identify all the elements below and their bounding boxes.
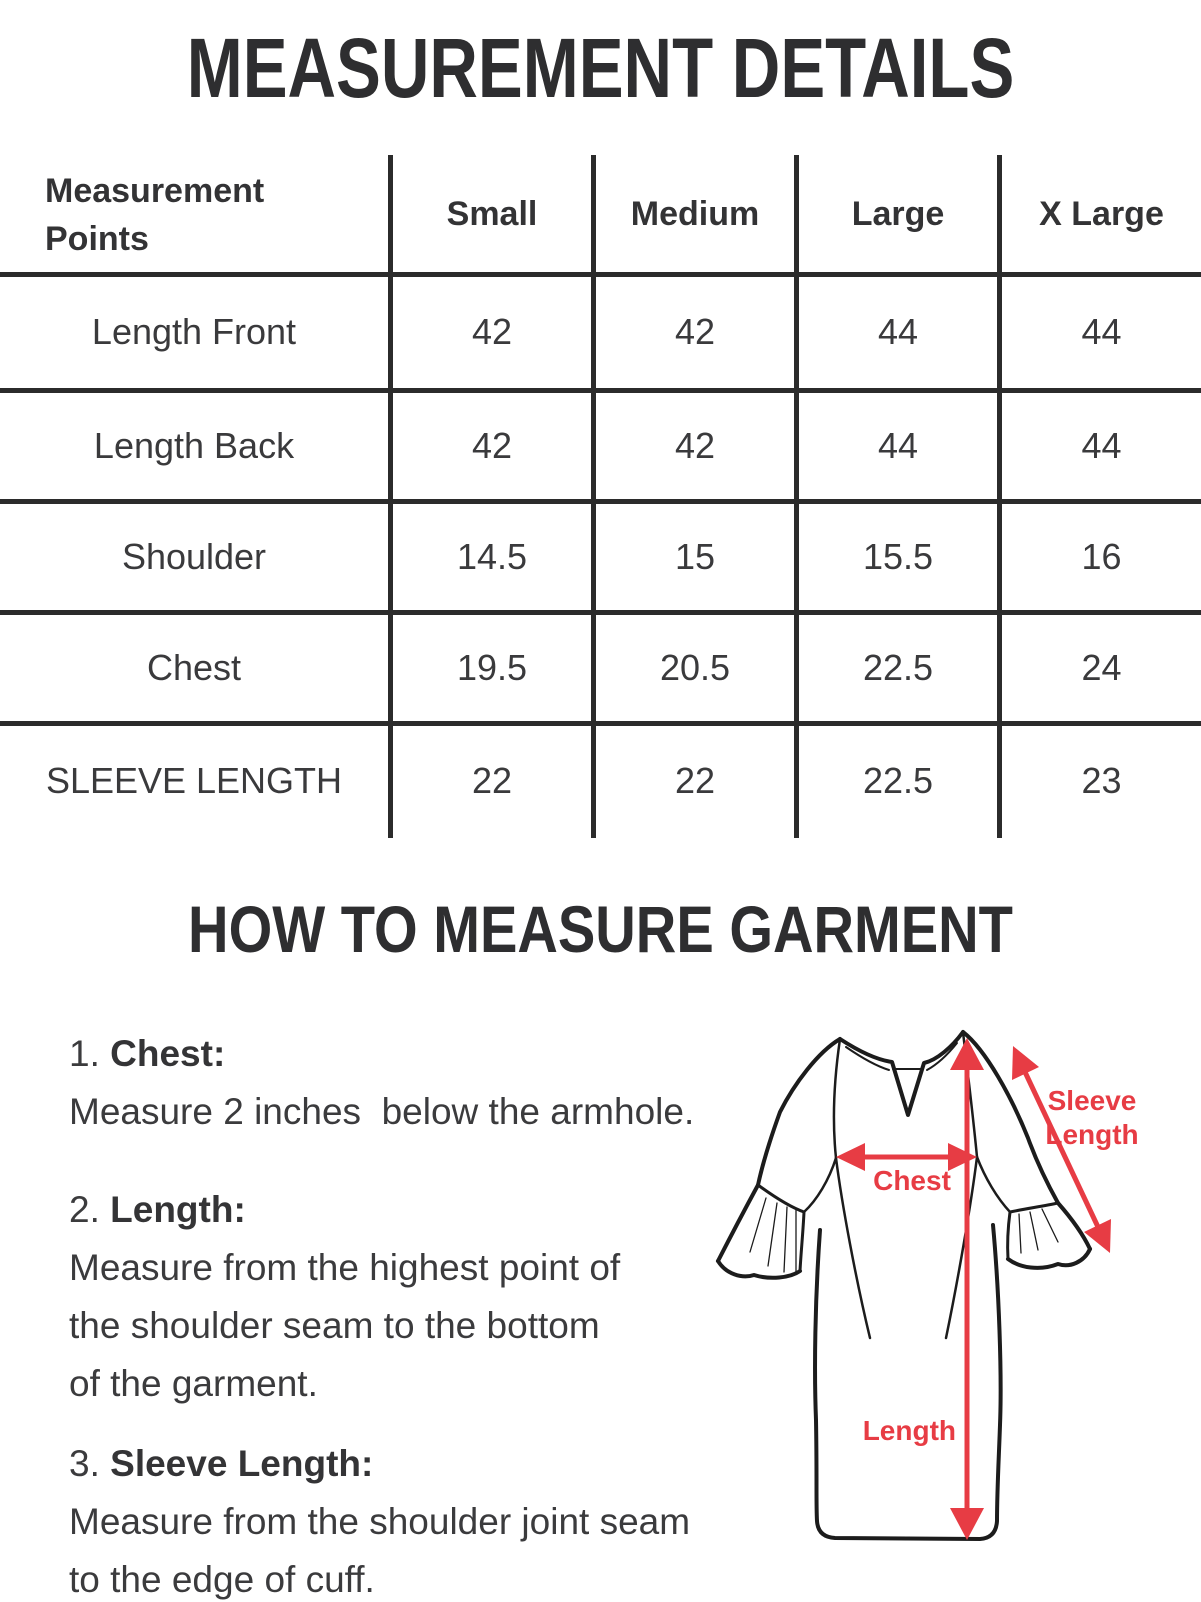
table-cell: 15.5 — [794, 501, 997, 612]
page-title: MEASUREMENT DETAILS — [186, 21, 1015, 115]
table-col-header-label: Measurement Points — [45, 171, 265, 258]
table-cell: 22.5 — [794, 612, 997, 723]
instruction-heading — [69, 1032, 225, 1076]
table-cell: 44 — [794, 390, 997, 501]
table-cell: 20.5 — [591, 612, 794, 723]
instruction-heading — [69, 1188, 246, 1232]
instruction-text: Measure from the shoulder joint seam — [69, 1501, 691, 1542]
chest-measure-label: Chest — [873, 1165, 951, 1196]
instruction-number: 3. — [69, 1443, 100, 1484]
table-row-label: SLEEVE LENGTH — [45, 759, 343, 801]
sleeve-length-measure-label: Length — [1045, 1119, 1139, 1150]
table-cell: 42 — [388, 274, 591, 390]
table-cell: 44 — [794, 274, 997, 390]
instruction-number: 2. — [69, 1189, 100, 1230]
chest-arrow-head-icon — [836, 1143, 865, 1171]
table-row-label: Shoulder — [121, 535, 267, 577]
table-cell: 23 — [997, 723, 1201, 838]
table-rule — [0, 610, 1201, 615]
garment-diagram — [690, 990, 1201, 1601]
table-col-header-large: Large — [794, 155, 997, 274]
dress-outline-icon — [718, 1032, 1090, 1539]
table-cell: 22 — [591, 723, 794, 838]
sleeve-length-measure-label: Sleeve — [1047, 1085, 1137, 1116]
table-cell: 14.5 — [388, 501, 591, 612]
table-cell: 44 — [997, 390, 1201, 501]
table-cell: 24 — [997, 612, 1201, 723]
table-rule — [0, 272, 1201, 277]
table-col-header — [0, 155, 388, 274]
instruction-heading — [69, 1442, 373, 1486]
instruction-text: to the edge of cuff. — [69, 1559, 375, 1600]
instruction-label: Sleeve Length: — [110, 1443, 374, 1484]
table-rule — [0, 499, 1201, 504]
instruction-text: the shoulder seam to the bottom — [69, 1305, 600, 1346]
length-arrow-head-icon — [950, 1508, 984, 1540]
chest-arrow-head-icon — [948, 1143, 977, 1171]
table-col-header-medium: Medium — [591, 155, 794, 274]
size-table — [0, 155, 1201, 838]
instruction-text: of the garment. — [69, 1363, 318, 1404]
table-cell: 19.5 — [388, 612, 591, 723]
table-col-header-small: Small — [388, 155, 591, 274]
chest-arrow-icon — [860, 1155, 953, 1160]
how-to-measure-title: HOW TO MEASURE GARMENT — [188, 892, 1013, 966]
table-cell: 42 — [591, 390, 794, 501]
length-arrow-icon — [965, 1064, 970, 1514]
table-cell: 16 — [997, 501, 1201, 612]
table-row-label: Length Back — [93, 424, 295, 466]
instruction-number: 1. — [69, 1033, 100, 1074]
table-cell: 44 — [997, 274, 1201, 390]
length-measure-label: Length — [862, 1415, 956, 1446]
table-rule — [0, 721, 1201, 726]
instruction-text: Measure from the highest point of — [69, 1247, 621, 1288]
instruction-label: Chest: — [110, 1033, 226, 1074]
table-row-label: Length Front — [91, 311, 297, 352]
table-rule — [0, 388, 1201, 393]
table-cell: 42 — [388, 390, 591, 501]
table-cell: 15 — [591, 501, 794, 612]
table-row-label: Chest — [146, 646, 242, 688]
instruction-text: Measure 2 inches below the armhole. — [69, 1091, 695, 1132]
table-cell: 42 — [591, 274, 794, 390]
table-cell: 22 — [388, 723, 591, 838]
table-cell: 22.5 — [794, 723, 997, 838]
instruction-label: Length: — [110, 1189, 246, 1230]
table-col-header-xlarge: X Large — [997, 155, 1201, 274]
